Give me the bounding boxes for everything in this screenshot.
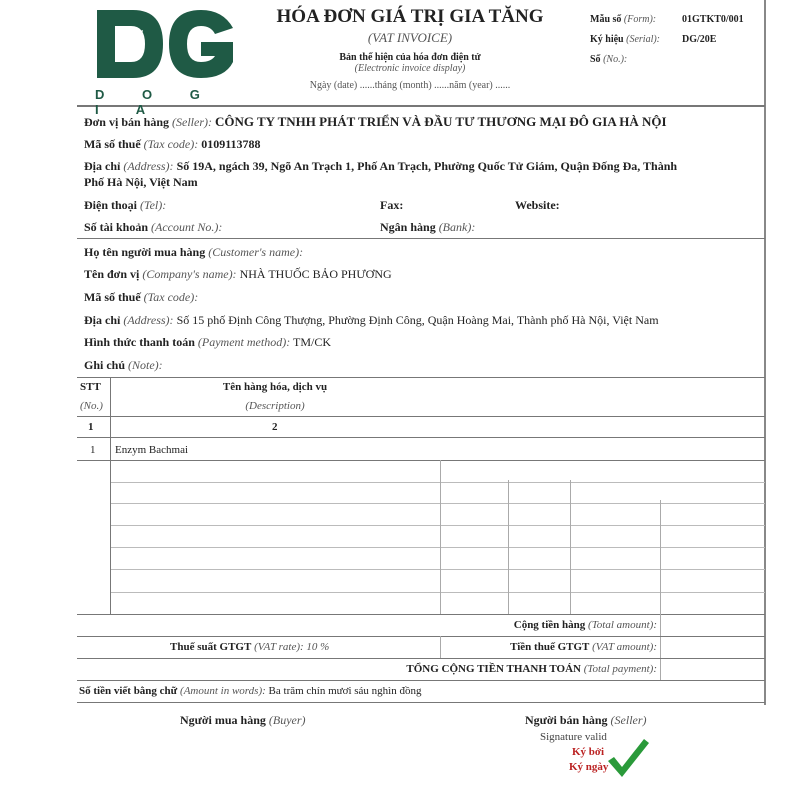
col-stt: STT — [80, 381, 101, 393]
signed-date: Ký ngày — [569, 761, 609, 773]
buyer-tax-label-en: (Tax code): — [143, 290, 199, 304]
note-label: Ghi chú — [84, 358, 126, 372]
invoice-subtitle: (VAT INVOICE) — [367, 30, 453, 45]
date-line: Ngày (date) ......tháng (month) ......năm (year) ...... — [309, 80, 511, 91]
seller-tax-label: Mã số thuế — [84, 137, 141, 151]
seller-tax-label-en: (Tax code): — [143, 137, 199, 151]
seller-label: Đơn vị bán hàng — [84, 115, 170, 129]
form-value: 01GTKT0/001 — [682, 14, 744, 25]
seller-acct-label: Số tài khoản — [84, 220, 149, 234]
buyer-sign-label-en: (Buyer) — [268, 713, 306, 727]
divider — [77, 238, 765, 239]
seller-tax: 0109113788 — [201, 137, 261, 151]
buyer-comp-label-en: (Company's name): — [142, 267, 237, 281]
serial-label: Ký hiệu — [590, 34, 624, 45]
vat-rate-label-en: (VAT rate): 10 % — [254, 641, 330, 653]
seller-fax-label: Fax: — [380, 198, 404, 212]
serial-label-en: (Serial): — [626, 34, 661, 45]
col-idx-2: 2 — [272, 421, 278, 433]
no-label: Số — [590, 54, 601, 65]
buyer-addr-label-en: (Address): — [123, 313, 174, 327]
total-payment-label-en: (Total payment): — [583, 663, 657, 675]
seller-name: CÔNG TY TNHH PHÁT TRIỂN VÀ ĐẦU TƯ THƯƠNG MẠI ĐÔ GIA HÀ NỘI — [215, 114, 667, 129]
col-desc-en: (Description) — [245, 400, 305, 412]
seller-addr-label-en: (Address): — [123, 159, 174, 173]
buyer-tax-label: Mã số thuế — [84, 290, 141, 304]
buyer-sign-label: Người mua hàng — [180, 713, 266, 727]
check-icon — [606, 737, 650, 784]
vat-amount-label: Tiền thuế GTGT — [510, 641, 590, 653]
col-idx-1: 1 — [88, 421, 94, 433]
display-en: (Electronic invoice display) — [354, 63, 466, 74]
col-desc: Tên hàng hóa, dịch vụ — [222, 381, 328, 393]
buyer-pay: TM/CK — [293, 335, 332, 349]
amount-in-words: Ba trăm chín mươi sáu nghìn đồng — [268, 685, 422, 697]
note-label-en: (Note): — [128, 358, 163, 372]
seller-bank-label-en: (Bank): — [438, 220, 476, 234]
total-payment-label: TỔNG CỘNG TIỀN THANH TOÁN — [406, 663, 582, 675]
signed-by: Ký bởi — [572, 746, 605, 758]
display-vi: Bản thể hiện của hóa đơn điện tử — [339, 52, 481, 63]
row-no: 1 — [90, 444, 96, 456]
buyer-cust-label: Họ tên người mua hàng — [84, 245, 206, 259]
seller-acct-label-en: (Account No.): — [151, 220, 223, 234]
buyer-pay-label: Hình thức thanh toán — [84, 335, 195, 349]
brand-name: D O G I A — [95, 87, 217, 117]
words-label-en: (Amount in words): — [180, 685, 266, 697]
buyer-addr-label: Địa chỉ — [84, 313, 121, 327]
seller-sign-label: Người bán hàng — [525, 713, 608, 727]
seller-tel-label: Điện thoại — [84, 198, 138, 212]
seller-addr-1: Số 19A, ngách 39, Ngõ An Trạch 1, Phố An Trạch, Phường Quốc Tử Giám, Quận Đống Đa, Thành — [176, 159, 678, 173]
seller-tel-label-en: (Tel): — [140, 198, 167, 212]
vat-amount-label-en: (VAT amount): — [592, 641, 657, 653]
seller-sign-label-en: (Seller) — [610, 713, 647, 727]
seller-addr-label: Địa chỉ — [84, 159, 121, 173]
vat-rate-label: Thuế suất GTGT — [170, 641, 252, 653]
seller-bank-label: Ngân hàng — [380, 220, 436, 234]
total-label-en: (Total amount): — [588, 619, 657, 631]
col-stt-en: (No.) — [80, 400, 103, 412]
company-logo — [95, 6, 235, 82]
buyer-company: NHÀ THUỐC BẢO PHƯƠNG — [239, 267, 392, 281]
seller-web-label: Website: — [515, 198, 560, 212]
buyer-pay-label-en: (Payment method): — [197, 335, 291, 349]
invoice-title: HÓA ĐƠN GIÁ TRỊ GIA TĂNG — [276, 6, 544, 27]
form-label: Mẫu số — [590, 14, 622, 25]
no-label-en: (No.): — [603, 54, 628, 65]
row-desc: Enzym Bachmai — [115, 444, 189, 456]
buyer-cust-label-en: (Customer's name): — [208, 245, 304, 259]
total-label: Cộng tiền hàng — [513, 619, 586, 631]
seller-addr-2: Phố Hà Nội, Việt Nam — [84, 175, 198, 189]
buyer-addr: Số 15 phố Định Công Thượng, Phường Định Công, Quận Hoàng Mai, Thành phố Hà Nội, Việt Nam — [176, 313, 659, 327]
words-label: Số tiền viết bằng chữ — [79, 685, 178, 697]
buyer-comp-label: Tên đơn vị — [84, 267, 140, 281]
form-label-en: (Form): — [623, 14, 657, 25]
seller-label-en: (Seller): — [172, 115, 212, 129]
signature-valid: Signature valid — [540, 731, 607, 743]
serial-value: DG/20E — [682, 34, 717, 45]
